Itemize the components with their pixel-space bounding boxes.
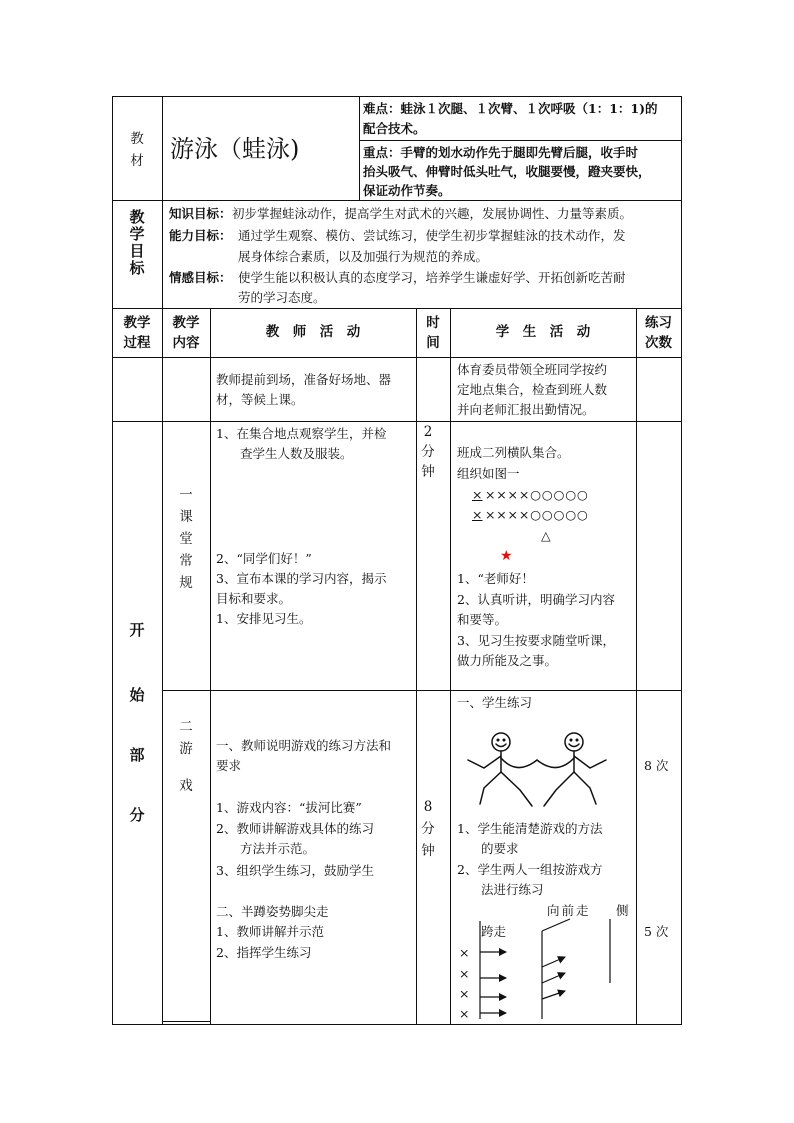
game-time-3: 钟 xyxy=(421,843,435,859)
knowledge-text: 初步掌握蛙泳动作，提高学生对武术的兴趣，发展协调性、力量等素质。 xyxy=(232,206,633,221)
game-student-title: 一、学生练习 xyxy=(457,695,533,710)
objectives-label-2: 学 xyxy=(129,225,145,243)
diagram-cross-3: × xyxy=(459,986,470,1001)
routine-student-r1: 1、“老师好！ xyxy=(457,571,534,586)
diagram-forward-label: 向前走 xyxy=(547,903,591,918)
colhead-process-2: 过程 xyxy=(123,335,151,351)
ability-line-2: 展身体综合素质，以及加强行为规范的养成。 xyxy=(238,249,489,264)
walking-arrows-diagram xyxy=(470,915,620,1021)
knowledge-label: 知识目标： xyxy=(169,206,232,221)
routine-student-r2b: 和要等。 xyxy=(457,612,508,627)
formation-row2-rest: ××××○○○○○ xyxy=(485,507,589,522)
formation-star-icon: ★ xyxy=(500,548,513,564)
routine-teacher-3a: 3、宣布本课的学习内容，揭示 xyxy=(216,571,387,586)
material-label-2: 材 xyxy=(130,153,144,169)
game-teacher-a1: 一、教师说明游戏的练习方法和 xyxy=(216,738,392,753)
routine-student-r3a: 3、见习生按要求随堂听课， xyxy=(457,633,615,648)
objectives-label-3: 目 xyxy=(129,242,145,260)
routine-teacher-3b: 目标和要求。 xyxy=(216,591,292,606)
routine-time-2: 分 xyxy=(421,444,435,460)
colhead-time-1: 时 xyxy=(426,315,440,331)
colhead-content-2: 内容 xyxy=(172,335,200,351)
preclass-teacher-2: 材，等候上课。 xyxy=(216,392,304,407)
routine-student-r3b: 做力所能及之事。 xyxy=(457,653,558,668)
keypoint-line-3: 保证动作节奏。 xyxy=(363,183,451,198)
formation-row2-first: × xyxy=(472,507,483,522)
objectives-label-1: 教 xyxy=(129,208,145,226)
preclass-student-1: 体育委员带领全班同学按约 xyxy=(457,362,608,377)
rule-header-mid xyxy=(359,96,360,200)
ability-line-1: 通过学生观察、模仿、尝试练习，使学生初步掌握蛙泳的技术动作，发 xyxy=(238,228,626,243)
colhead-process-1: 教学 xyxy=(123,315,151,331)
game-content-1: 二 xyxy=(179,719,193,735)
diagram-cross-2: × xyxy=(459,966,470,981)
routine-teacher-2: 2、“同学们好！” xyxy=(216,551,312,566)
game-time-1: 8 xyxy=(423,799,433,815)
routine-student-2: 组织如图一 xyxy=(457,466,520,481)
phase-label-2: 始 xyxy=(129,686,145,704)
game-time-2: 分 xyxy=(421,821,435,837)
routine-content-4: 常 xyxy=(179,553,193,569)
diagram-cross-4: × xyxy=(459,1006,470,1021)
routine-content-2: 课 xyxy=(179,509,193,525)
game-content-3: 戏 xyxy=(179,778,193,794)
game-teacher-c1: 二、半蹲姿势脚尖走 xyxy=(216,904,329,919)
game-teacher-b2b: 方法并示范。 xyxy=(240,841,316,856)
tug-of-war-figures-icon xyxy=(462,726,612,810)
routine-content-3: 堂 xyxy=(179,531,193,547)
colhead-practice-2: 次数 xyxy=(645,335,672,351)
phase-label-1: 开 xyxy=(129,621,145,639)
keypoint-line-1: 重点：手臂的划水动作先于腿即先臂后腿，收手时 xyxy=(363,145,639,160)
game-teacher-a2: 要求 xyxy=(216,758,242,773)
rule-right xyxy=(681,96,682,1024)
rule-student-col xyxy=(636,308,637,1024)
colhead-time-2: 间 xyxy=(426,335,440,351)
phase-label-4: 分 xyxy=(129,806,145,824)
rule-content-col xyxy=(210,308,211,1024)
colhead-practice-1: 练习 xyxy=(645,315,672,331)
routine-student-r2a: 2、认真听讲，明确学习内容 xyxy=(457,592,615,607)
game-teacher-c3: 2、指挥学生练习 xyxy=(216,945,312,960)
emotion-label: 情感目标： xyxy=(169,270,232,285)
routine-teacher-1a: 1、在集合地点观察学生，并检 xyxy=(216,426,387,441)
game-student-2b: 法进行练习 xyxy=(481,882,544,897)
game-teacher-b3: 3、组织学生练习，鼓励学生 xyxy=(216,863,374,878)
rule-top xyxy=(112,96,682,97)
game-teacher-b2a: 2、教师讲解游戏具体的练习 xyxy=(216,821,374,836)
rule-header-split xyxy=(359,140,682,141)
game-student-2a: 2、学生两人一组按游戏方 xyxy=(457,862,603,877)
game-teacher-c2: 1、教师讲解并示范 xyxy=(216,924,324,939)
rule-teacher-col xyxy=(416,308,417,1024)
rule-routine-bottom xyxy=(162,690,682,691)
practice-count-2: 5 次 xyxy=(644,924,669,939)
routine-teacher-4: 1、安排见习生。 xyxy=(216,611,312,626)
difficulty-line-1: 难点：蛙泳１次腿、１次臂、１次呼吸（1：1：1)的 xyxy=(363,101,658,116)
rule-objectives-bottom xyxy=(112,308,682,309)
colhead-teacher: 教 师 活 动 xyxy=(265,324,361,340)
routine-time-3: 钟 xyxy=(421,464,435,480)
diagram-cross-1: × xyxy=(459,945,470,960)
ability-label: 能力目标： xyxy=(169,228,232,243)
game-student-1b: 的要求 xyxy=(481,841,519,856)
diagram-side-label-1: 侧 xyxy=(616,903,629,918)
difficulty-line-2: 配合技术。 xyxy=(363,121,426,136)
game-student-1a: 1、学生能清楚游戏的方法 xyxy=(457,821,603,836)
routine-student-1: 班成二列横队集合。 xyxy=(457,445,570,460)
rule-preclass-bottom xyxy=(112,421,682,422)
objectives-label-4: 标 xyxy=(129,259,145,277)
keypoint-line-2: 抬头吸气、伸臂时低头吐气，收腿要慢，蹬夹要快， xyxy=(363,164,651,179)
lesson-title: 游泳（蛙泳) xyxy=(170,135,300,163)
routine-teacher-1b: 查学生人数及服装。 xyxy=(240,446,353,461)
preclass-student-3: 并向老师汇报出勤情况。 xyxy=(457,402,595,417)
material-label-1: 教 xyxy=(130,131,144,147)
rule-bottom xyxy=(112,1024,682,1025)
game-content-2: 游 xyxy=(179,741,193,757)
routine-content-5: 规 xyxy=(179,575,193,591)
routine-time-1: 2 xyxy=(423,424,433,440)
phase-label-3: 部 xyxy=(129,746,145,764)
routine-content-1: 一 xyxy=(179,487,193,503)
game-teacher-b1: 1、游戏内容：“拔河比赛” xyxy=(216,800,362,815)
formation-row1-first: × xyxy=(472,487,483,502)
emotion-line-1: 使学生能以积极认真的态度学习，培养学生谦虚好学、开拓创新吃苦耐 xyxy=(238,270,626,285)
rule-colhead-bottom xyxy=(112,357,682,358)
preclass-student-2: 定地点集合，检查到班人数 xyxy=(457,382,608,397)
preclass-teacher-1: 教师提前到场，准备好场地、器 xyxy=(216,372,392,387)
emotion-line-2: 劳的学习态度。 xyxy=(238,290,326,305)
formation-row1-rest: ××××○○○○○ xyxy=(485,487,589,502)
practice-count-1: 8 次 xyxy=(644,758,669,773)
colhead-student: 学 生 活 动 xyxy=(495,324,591,340)
formation-triangle: △ xyxy=(541,528,551,543)
rule-content-bottom-inner xyxy=(162,1021,210,1022)
rule-time-col xyxy=(450,308,451,1024)
colhead-content-1: 教学 xyxy=(172,315,200,331)
diagram-side-label-2: 跨走 xyxy=(481,924,507,939)
